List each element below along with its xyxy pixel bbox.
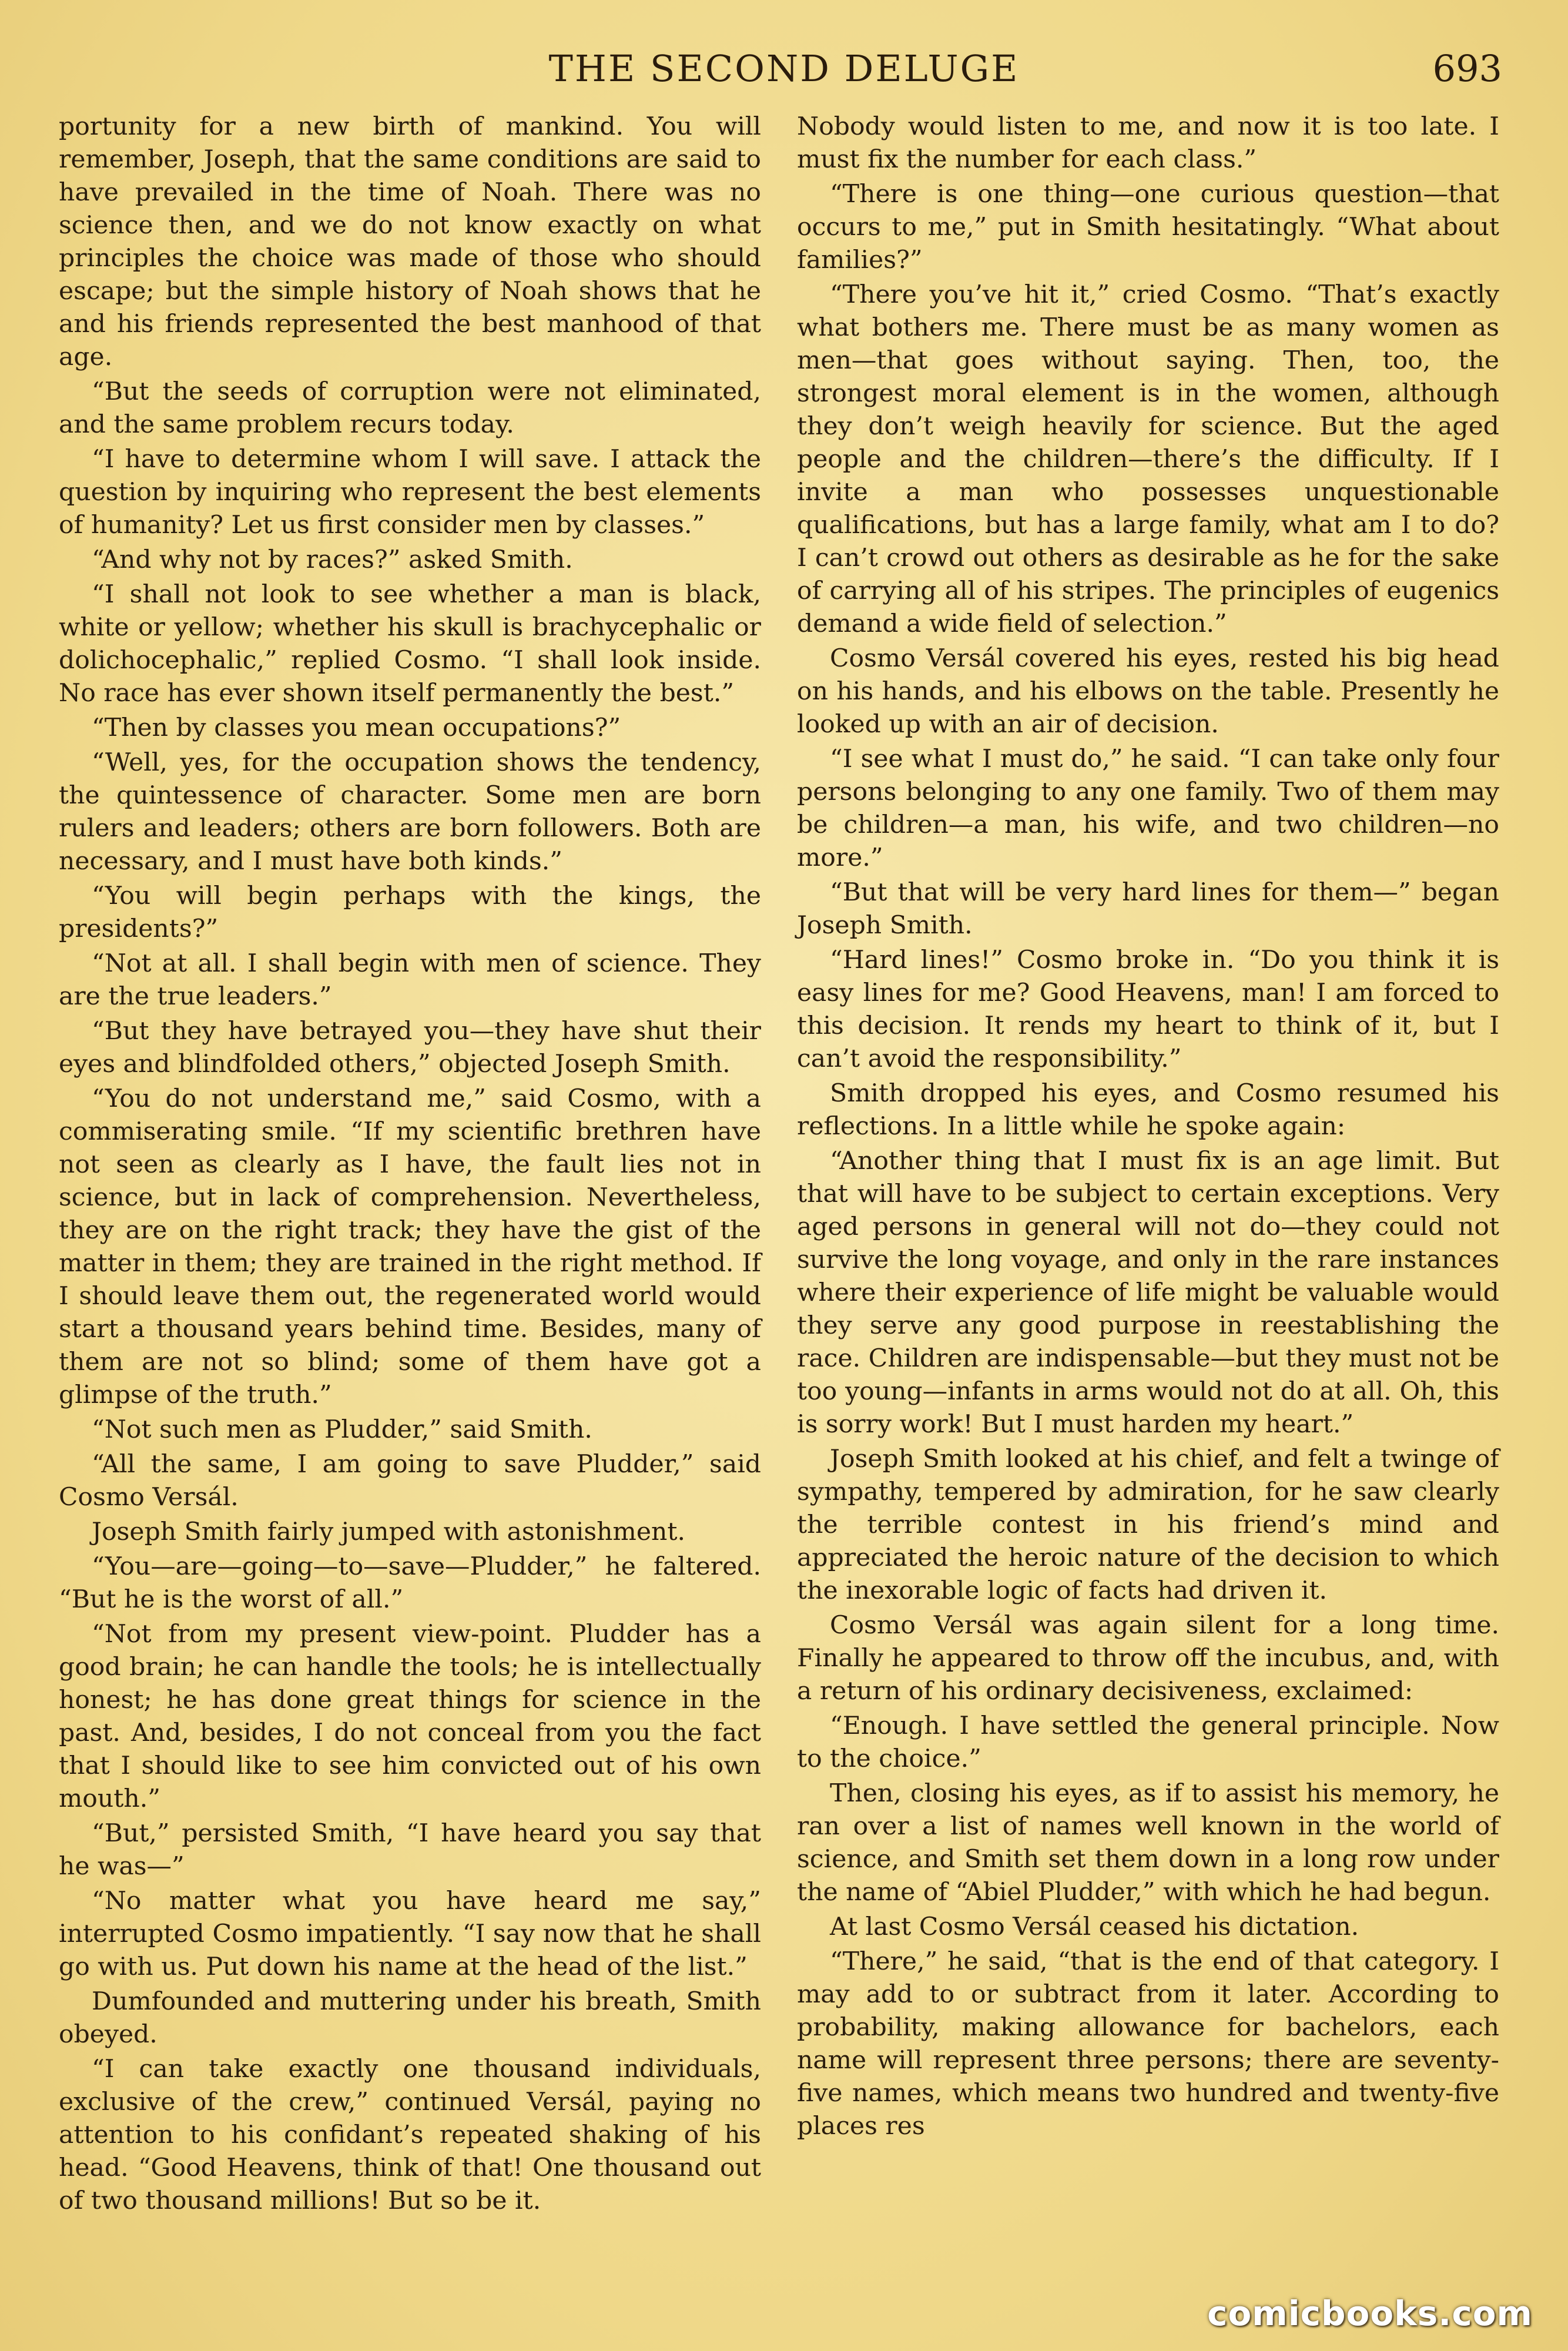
paragraph: “Hard lines!” Cosmo broke in. “Do you think it is easy lines for me? Good Heavens, man! I am forced to this decision. It rends my heart to think of it, but I can’t avoid the responsibility.” bbox=[797, 946, 1499, 1073]
paragraph: “I shall not look to see whether a man is black, white or yellow; whether his skull is brachycephalic or dolichocephalic,” replied Cosmo. “I shall look inside. No race has ever shown itself permanently the best.” bbox=[59, 580, 761, 708]
paragraph: “Another thing that I must fix is an age limit. But that will have to be subject to certain exceptions. Very aged persons in general will not do—they could not survive the long voyage, and only in the rare instances where their experience of life might be valuable would they serve any good purpose in reestablishing the race. Children are indispensable—but they must not be too young—infants in arms would not do at all. Oh, this is sorry work! But I must harden my heart.” bbox=[797, 1147, 1499, 1439]
paragraph: “But the seeds of corruption were not eliminated, and the same problem recurs today. bbox=[59, 377, 761, 439]
paragraph: “Not such men as Pludder,” said Smith. bbox=[92, 1415, 592, 1444]
paragraph: “And why not by races?” asked Smith. bbox=[92, 545, 573, 574]
paragraph: “Not at all. I shall begin with men of science. They are the true leaders.” bbox=[59, 949, 761, 1011]
paragraph: “Not from my present view-point. Pludder has a good brain; he can handle the tools; he is intellectually honest; he has done great things for science in the past. And, besides, I do not conceal from you the fact that I should like to see him convicted out of his own mouth.” bbox=[59, 1620, 761, 1813]
paragraph: “Well, yes, for the occupation shows the tendency, the quintessence of character. Some men are born rulers and leaders; others are born followers. Both are necessary, and I must have both kinds.” bbox=[59, 748, 761, 876]
paragraph: “Then by classes you mean occupations?” bbox=[92, 714, 621, 742]
paragraph: Cosmo Versál covered his eyes, rested his big head on his hands, and his elbows on the table. Presently he looked up with an air of decision. bbox=[797, 644, 1499, 739]
paragraph: Joseph Smith looked at his chief, and felt a twinge of sympathy, tempered by admiration, for he saw clearly the terrible contest in his friend’s mind and appreciated the heroic nature of the decision to which the inexorable logic of facts had driven it. bbox=[797, 1445, 1499, 1605]
left-column bbox=[59, 110, 761, 2219]
paragraph: At last Cosmo Versál ceased his dictation. bbox=[830, 1913, 1359, 1941]
paragraph: Then, closing his eyes, as if to assist his memory, he ran over a list of names well known in the world of science, and Smith set them down in a long row under the name of “Abiel Pludder,” with which he had begun. bbox=[797, 1779, 1499, 1907]
paragraph: “I have to determine whom I will save. I attack the question by inquiring who represent the best elements of humanity? Let us first consider men by classes.” bbox=[59, 445, 761, 540]
paragraph: “You do not understand me,” said Cosmo, with a commiserating smile. “If my scientific brethren have not seen as clearly as I have, the fault lies not in science, but in lack of comprehension. Nevertheless, they are on the right track; they have the gist of the matter in them; they are trained in the right method. If I should leave them out, the regenerated world would start a thousand years behind time. Besides, many of them are not so blind; some of them have got a glimpse of the truth.” bbox=[59, 1084, 761, 1409]
running-title: THE SECOND DELUGE bbox=[548, 47, 1020, 90]
paragraph: Smith dropped his eyes, and Cosmo resumed his reflections. In a little while he spoke again: bbox=[797, 1079, 1499, 1141]
paragraph: “I can take exactly one thousand individuals, exclusive of the crew,” continued Versál, paying no attention to his confidant’s repeated shaking of his head. “Good Heavens, think of that! One thousand out of two thousand millions! But so be it. bbox=[59, 2055, 761, 2215]
page-header bbox=[0, 42, 1568, 107]
paragraph: “But,” persisted Smith, “I have heard you say that he was—” bbox=[59, 1819, 761, 1881]
watermark: comicbooks.com bbox=[1207, 2293, 1533, 2333]
right-column bbox=[797, 110, 1499, 2145]
paragraph: “There,” he said, “that is the end of that category. I may add to or subtract from it later. According to probability, making allowance for bachelors, each name will represent three persons; there are seventy-five names, which means two hundred and twenty-five places res bbox=[797, 1947, 1499, 2141]
paragraph: “But that will be very hard lines for them—” began Joseph Smith. bbox=[797, 878, 1499, 940]
paragraph: Dumfounded and muttering under his breath, Smith obeyed. bbox=[59, 1987, 761, 2049]
paragraph: “There you’ve hit it,” cried Cosmo. “That’s exactly what bothers me. There must be as many women as men—that goes without saying. Then, too, the strongest moral element is in the women, although they don’t weigh heavily for science. But the aged people and the children—there’s the difficulty. If I invite a man who possesses unquestionable qualifications, but has a large family, what am I to do? I can’t crowd out others as desirable as he for the sake of carrying all of his stripes. The principles of eugenics demand a wide field of selection.” bbox=[797, 280, 1499, 638]
paragraph: “All the same, I am going to save Pludder,” said Cosmo Versál. bbox=[59, 1450, 761, 1512]
paragraph: “There is one thing—one curious question—that occurs to me,” put in Smith hesitatingly. “What about families?” bbox=[797, 180, 1499, 274]
paragraph: “Enough. I have settled the general principle. Now to the choice.” bbox=[797, 1712, 1499, 1773]
paragraph: “You—are—going—to—save—Pludder,” he faltered. “But he is the worst of all.” bbox=[59, 1552, 761, 1614]
paragraph: Joseph Smith fairly jumped with astonishment. bbox=[92, 1518, 685, 1546]
paragraph: “But they have betrayed you—they have shut their eyes and blindfolded others,” objected Joseph Smith. bbox=[59, 1017, 761, 1079]
paragraph: portunity for a new birth of mankind. You will remember, Joseph, that the same conditions are said to have prevailed in the time of Noah. There was no science then, and we do not know exactly on what principles the choice was made of those who should escape; but the simple history of Noah shows that he and his friends represented the best manhood of that age. bbox=[59, 112, 761, 371]
paragraph: Cosmo Versál was again silent for a long time. Finally he appeared to throw off the incubus, and, with a return of his ordinary decisiveness, exclaimed: bbox=[797, 1611, 1499, 1706]
paragraph: Nobody would listen to me, and now it is too late. I must fix the number for each class.” bbox=[797, 112, 1499, 174]
paragraph: “No matter what you have heard me say,” interrupted Cosmo impatiently. “I say now that he shall go with us. Put down his name at the head of the list.” bbox=[59, 1887, 761, 1981]
page-number: 693 bbox=[1432, 47, 1502, 90]
paragraph: “You will begin perhaps with the kings, the presidents?” bbox=[59, 882, 761, 943]
paragraph: “I see what I must do,” he said. “I can take only four persons belonging to any one family. Two of them may be children—a man, his wife, and two children—no more.” bbox=[797, 745, 1499, 872]
